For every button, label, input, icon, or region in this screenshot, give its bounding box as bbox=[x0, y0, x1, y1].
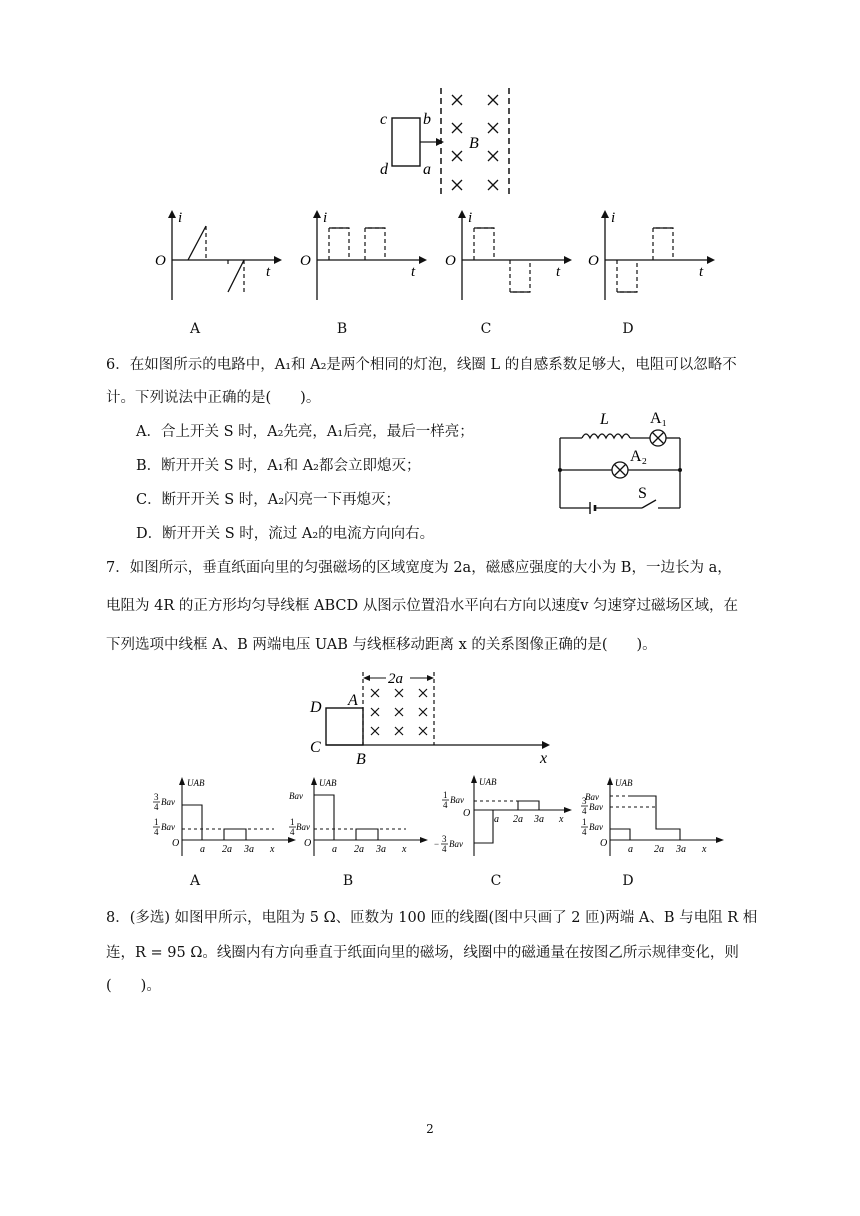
svg-text:Bav: Bav bbox=[449, 839, 463, 849]
circuit-label-l: L bbox=[600, 411, 609, 428]
svg-text:Bav: Bav bbox=[296, 822, 310, 832]
frame-label-b: b bbox=[423, 111, 431, 128]
svg-text:3: 3 bbox=[582, 796, 587, 806]
q5-option-label-b: B bbox=[336, 321, 348, 337]
svg-text:Bav: Bav bbox=[589, 802, 603, 812]
svg-text:2a: 2a bbox=[513, 814, 523, 825]
svg-text:O: O bbox=[463, 808, 471, 819]
q6-option-d: D．断开开关 S 时，流过 A₂的电流方向向右。 bbox=[136, 526, 435, 542]
svg-text:t: t bbox=[411, 264, 416, 280]
q5-graph-a bbox=[150, 208, 285, 304]
q5-graph-b bbox=[295, 208, 430, 304]
svg-text:−: − bbox=[434, 839, 440, 849]
svg-text:t: t bbox=[556, 264, 561, 280]
q6-option-c: C．断开开关 S 时，A₂闪亮一下再熄灭； bbox=[136, 492, 401, 508]
svg-text:Bav: Bav bbox=[289, 791, 303, 801]
q7-option-label-b: B bbox=[342, 873, 354, 889]
svg-text:a: a bbox=[200, 844, 205, 855]
q7-graph-a bbox=[150, 772, 300, 860]
svg-text:UAB: UAB bbox=[187, 778, 205, 788]
svg-text:O: O bbox=[588, 253, 599, 269]
svg-text:t: t bbox=[266, 264, 271, 280]
q5-option-label-d: D bbox=[622, 321, 634, 337]
q6-option-a: A．合上开关 S 时，A₂先亮，A₁后亮，最后一样亮； bbox=[136, 424, 474, 440]
svg-text:4: 4 bbox=[290, 827, 295, 837]
q5-option-label-c: C bbox=[480, 321, 492, 337]
q7-corner-a: A bbox=[348, 692, 358, 709]
q7-option-label-a: A bbox=[189, 873, 201, 889]
q7-graph-b bbox=[282, 772, 432, 860]
svg-text:a: a bbox=[332, 844, 337, 855]
svg-text:O: O bbox=[300, 253, 311, 269]
q8-stem-line2: 连，R = 95 Ω。线圈内有方向垂直于纸面向里的磁场，线圈中的磁通量在按图乙所示规律变化，则 bbox=[106, 945, 739, 961]
q7-field-figure bbox=[306, 668, 556, 768]
svg-text:O: O bbox=[600, 838, 608, 849]
svg-text:4: 4 bbox=[443, 800, 448, 810]
q7-corner-c: C bbox=[310, 739, 321, 756]
q6-stem-line1: 6．在如图所示的电路中，A₁和 A₂是两个相同的灯泡，线圈 L 的自感系数足够大，电阻可以忽略不 bbox=[106, 357, 737, 373]
q7-width-label: 2a bbox=[388, 671, 403, 687]
svg-text:UAB: UAB bbox=[319, 778, 337, 788]
svg-text:i: i bbox=[468, 210, 473, 226]
svg-text:4: 4 bbox=[582, 827, 587, 837]
svg-text:1: 1 bbox=[154, 817, 159, 827]
frame-label-c: c bbox=[380, 111, 388, 128]
q6-option-b: B．断开开关 S 时，A₁和 A₂都会立即熄灭； bbox=[136, 458, 421, 474]
q5-graph-c bbox=[440, 208, 575, 304]
svg-text:3a: 3a bbox=[676, 844, 686, 855]
svg-text:UAB: UAB bbox=[479, 777, 497, 787]
svg-text:x: x bbox=[270, 844, 275, 855]
svg-text:4: 4 bbox=[442, 844, 447, 854]
frame-label-a: a bbox=[423, 161, 431, 178]
q7-axis-x: x bbox=[540, 750, 548, 767]
svg-text:1: 1 bbox=[290, 817, 295, 827]
svg-text:t: t bbox=[699, 264, 704, 280]
circuit-label-a1: A₁ bbox=[650, 410, 668, 427]
circuit-label-s: S bbox=[638, 485, 647, 502]
svg-text:2a: 2a bbox=[354, 844, 364, 855]
svg-text:1: 1 bbox=[582, 817, 587, 827]
frame-label-d: d bbox=[380, 161, 388, 178]
svg-text:a: a bbox=[628, 844, 633, 855]
q7-corner-d: D bbox=[310, 699, 322, 716]
svg-text:UAB: UAB bbox=[615, 778, 633, 788]
svg-text:Bav: Bav bbox=[589, 822, 603, 832]
svg-text:3a: 3a bbox=[244, 844, 254, 855]
svg-text:O: O bbox=[172, 838, 180, 849]
svg-text:Bav: Bav bbox=[161, 797, 175, 807]
circuit-label-a2: A₂ bbox=[630, 448, 648, 465]
svg-text:Bav: Bav bbox=[450, 795, 464, 805]
svg-text:3a: 3a bbox=[534, 814, 544, 825]
svg-text:3: 3 bbox=[442, 834, 447, 844]
q5-option-label-a: A bbox=[189, 321, 201, 337]
svg-text:i: i bbox=[611, 210, 616, 226]
q7-stem-line3: 下列选项中线框 A、B 两端电压 UAB 与线框移动距离 x 的关系图像正确的是( )。 bbox=[106, 637, 657, 653]
svg-text:O: O bbox=[155, 253, 166, 269]
svg-text:3a: 3a bbox=[376, 844, 386, 855]
svg-text:1: 1 bbox=[443, 790, 448, 800]
q6-stem-line2: 计。下列说法中正确的是( )。 bbox=[106, 390, 321, 406]
svg-text:2a: 2a bbox=[222, 844, 232, 855]
q8-stem-line1: 8．(多选) 如图甲所示，电阻为 5 Ω、匝数为 100 匝的线圈(图中只画了 2 匝)两端 A、B 与电阻 R 相 bbox=[106, 910, 758, 926]
q7-stem-line1: 7．如图所示，垂直纸面向里的匀强磁场的区域宽度为 2a，磁感应强度的大小为 B，一边长为 a， bbox=[106, 560, 732, 576]
field-label-b: B bbox=[469, 135, 479, 152]
svg-text:O: O bbox=[445, 253, 456, 269]
svg-text:i: i bbox=[323, 210, 328, 226]
page-number: 2 bbox=[426, 1122, 434, 1136]
svg-text:O: O bbox=[304, 838, 312, 849]
q5-field-figure bbox=[370, 84, 530, 200]
svg-text:x: x bbox=[402, 844, 407, 855]
q7-option-label-d: D bbox=[622, 873, 634, 889]
svg-text:4: 4 bbox=[154, 827, 159, 837]
svg-text:x: x bbox=[559, 814, 564, 825]
q6-circuit-diagram bbox=[552, 402, 687, 520]
q7-graph-c bbox=[434, 772, 584, 860]
q5-graph-d bbox=[583, 208, 718, 304]
svg-text:x: x bbox=[702, 844, 707, 855]
svg-text:4: 4 bbox=[582, 806, 587, 816]
svg-text:4: 4 bbox=[154, 802, 159, 812]
q7-option-label-c: C bbox=[490, 873, 502, 889]
q7-graph-d bbox=[578, 772, 728, 860]
q7-corner-b: B bbox=[356, 751, 366, 768]
svg-text:2a: 2a bbox=[654, 844, 664, 855]
svg-text:Bav: Bav bbox=[585, 792, 599, 802]
svg-text:a: a bbox=[494, 814, 499, 825]
svg-text:Bav: Bav bbox=[161, 822, 175, 832]
q8-stem-line3: ( )。 bbox=[106, 978, 161, 994]
svg-text:3: 3 bbox=[154, 792, 159, 802]
q7-stem-line2: 电阻为 4R 的正方形均匀导线框 ABCD 从图示位置沿水平向右方向以速度v 匀速穿过磁场区域，在 bbox=[106, 598, 738, 614]
svg-text:i: i bbox=[178, 210, 183, 226]
